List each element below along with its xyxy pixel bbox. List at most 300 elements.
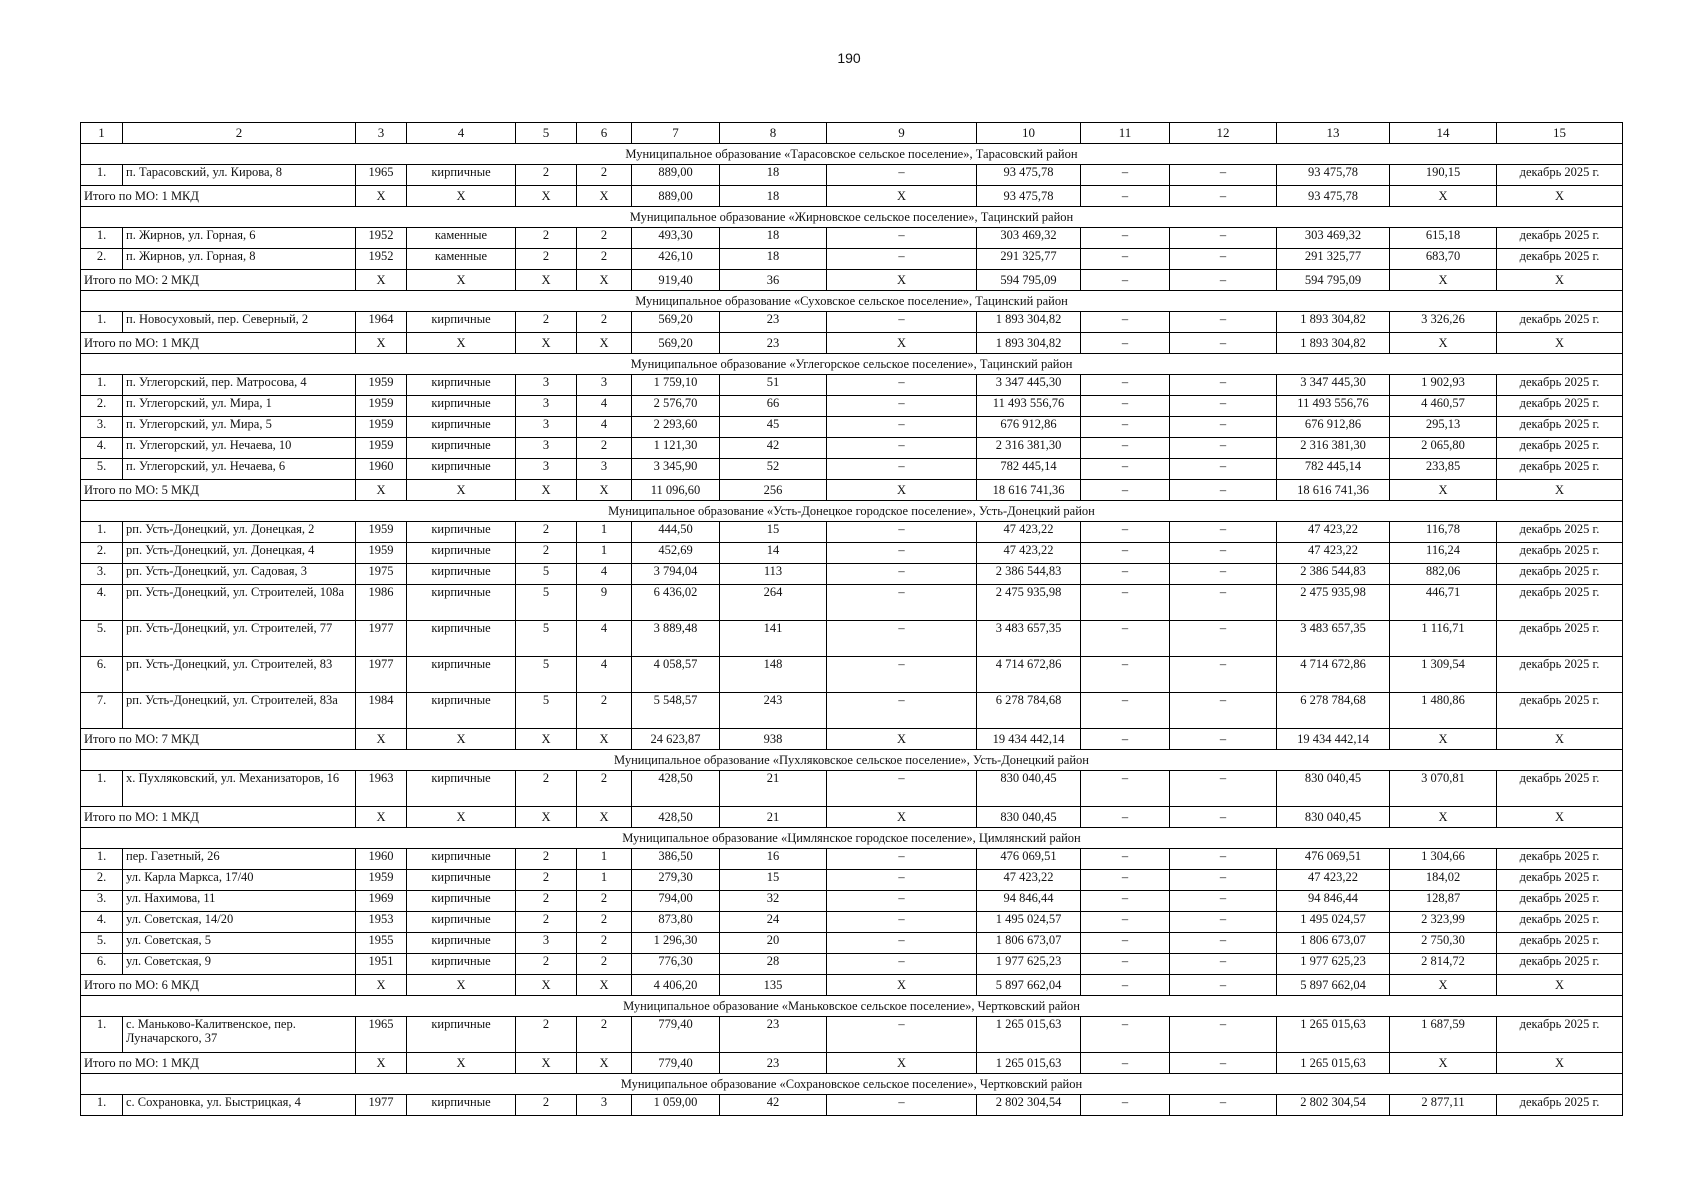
total-cell-c15: X [1497,186,1623,207]
total-cell-c10: 1 893 304,82 [977,333,1081,354]
total-cell-c4: X [407,480,516,501]
cell-c13: 476 069,51 [1277,849,1390,870]
column-number-row [81,123,1623,144]
municipality-header-row [81,828,1623,849]
building-row [81,438,1623,459]
cell-c13: 1 265 015,63 [1277,1017,1390,1053]
total-label: Итого по МО: 2 МКД [81,270,356,291]
cell-c9: – [827,312,977,333]
build-year: 1959 [356,375,407,396]
total-cell-c8: 18 [720,186,827,207]
total-cell-c13: 594 795,09 [1277,270,1390,291]
cell-c8: 18 [720,165,827,186]
cell-c8: 24 [720,912,827,933]
cell-c5: 2 [516,249,577,270]
build-year: 1964 [356,312,407,333]
cell-c5: 2 [516,522,577,543]
total-cell-c9: X [827,729,977,750]
wall-material: кирпичные [407,312,516,333]
cell-c14: 2 750,30 [1390,933,1497,954]
total-cell-c6: X [577,270,632,291]
cell-c9: – [827,912,977,933]
cell-c8: 18 [720,249,827,270]
total-cell-c9: X [827,1053,977,1074]
cell-c13: 11 493 556,76 [1277,396,1390,417]
cell-c15: декабрь 2025 г. [1497,621,1623,657]
total-cell-c3: X [356,807,407,828]
column-number: 15 [1497,123,1623,144]
cell-c12: – [1170,228,1277,249]
wall-material: каменные [407,228,516,249]
cell-c15: декабрь 2025 г. [1497,564,1623,585]
cell-c15: декабрь 2025 г. [1497,396,1623,417]
cell-c12: – [1170,693,1277,729]
column-number: 1 [81,123,123,144]
wall-material: кирпичные [407,585,516,621]
total-cell-c7: 889,00 [632,186,720,207]
cell-c5: 2 [516,312,577,333]
cell-c14: 2 323,99 [1390,912,1497,933]
total-cell-c15: X [1497,270,1623,291]
total-cell-c5: X [516,270,577,291]
total-cell-c3: X [356,333,407,354]
building-address: п. Углегорский, ул. Мира, 5 [123,417,356,438]
cell-c10: 94 846,44 [977,891,1081,912]
cell-c6: 2 [577,249,632,270]
municipality-total-row [81,333,1623,354]
total-cell-c7: 11 096,60 [632,480,720,501]
wall-material: кирпичные [407,870,516,891]
cell-c5: 5 [516,621,577,657]
building-address: рп. Усть-Донецкий, ул. Донецкая, 2 [123,522,356,543]
wall-material: каменные [407,249,516,270]
wall-material: кирпичные [407,891,516,912]
cell-c15: декабрь 2025 г. [1497,249,1623,270]
cell-c5: 2 [516,771,577,807]
total-cell-c4: X [407,729,516,750]
cell-c10: 1 265 015,63 [977,1017,1081,1053]
cell-c5: 3 [516,438,577,459]
building-address: ул. Нахимова, 11 [123,891,356,912]
building-address: п. Углегорский, ул. Мира, 1 [123,396,356,417]
total-cell-c3: X [356,270,407,291]
row-number: 3. [81,417,123,438]
cell-c15: декабрь 2025 г. [1497,543,1623,564]
total-cell-c13: 830 040,45 [1277,807,1390,828]
building-address: п. Новосуховый, пер. Северный, 2 [123,312,356,333]
cell-c13: 1 495 024,57 [1277,912,1390,933]
total-cell-c10: 93 475,78 [977,186,1081,207]
row-number: 1. [81,771,123,807]
cell-c12: – [1170,522,1277,543]
cell-c8: 23 [720,1017,827,1053]
cell-c12: – [1170,564,1277,585]
municipality-total-row [81,975,1623,996]
cell-c15: декабрь 2025 г. [1497,417,1623,438]
cell-c9: – [827,585,977,621]
cell-c13: 47 423,22 [1277,543,1390,564]
municipality-total-row [81,270,1623,291]
wall-material: кирпичные [407,1017,516,1053]
build-year: 1951 [356,954,407,975]
cell-c5: 2 [516,870,577,891]
cell-c13: 3 483 657,35 [1277,621,1390,657]
total-cell-c12: – [1170,729,1277,750]
cell-c11: – [1081,522,1170,543]
cell-c12: – [1170,954,1277,975]
cell-c6: 4 [577,621,632,657]
cell-c12: – [1170,771,1277,807]
municipality-header-row [81,354,1623,375]
total-cell-c13: 18 616 741,36 [1277,480,1390,501]
cell-c11: – [1081,1017,1170,1053]
total-cell-c15: X [1497,480,1623,501]
column-number: 7 [632,123,720,144]
cell-c15: декабрь 2025 г. [1497,912,1623,933]
cell-c5: 2 [516,228,577,249]
cell-c15: декабрь 2025 г. [1497,585,1623,621]
cell-c7: 1 059,00 [632,1095,720,1116]
cell-c14: 882,06 [1390,564,1497,585]
cell-c12: – [1170,459,1277,480]
building-row [81,771,1623,807]
cell-c5: 5 [516,564,577,585]
cell-c11: – [1081,438,1170,459]
cell-c9: – [827,459,977,480]
building-row [81,396,1623,417]
cell-c10: 1 806 673,07 [977,933,1081,954]
cell-c13: 3 347 445,30 [1277,375,1390,396]
municipality-header-row [81,144,1623,165]
cell-c12: – [1170,621,1277,657]
total-cell-c8: 36 [720,270,827,291]
total-cell-c12: – [1170,1053,1277,1074]
cell-c14: 3 326,26 [1390,312,1497,333]
total-cell-c6: X [577,480,632,501]
build-year: 1959 [356,522,407,543]
municipality-header-row [81,1074,1623,1095]
wall-material: кирпичные [407,438,516,459]
cell-c9: – [827,249,977,270]
row-number: 1. [81,165,123,186]
cell-c12: – [1170,657,1277,693]
column-number: 4 [407,123,516,144]
total-cell-c6: X [577,1053,632,1074]
cell-c15: декабрь 2025 г. [1497,375,1623,396]
housing-repair-table [80,122,1623,1116]
build-year: 1960 [356,849,407,870]
column-number: 11 [1081,123,1170,144]
cell-c7: 2 576,70 [632,396,720,417]
cell-c9: – [827,621,977,657]
cell-c12: – [1170,870,1277,891]
cell-c10: 47 423,22 [977,870,1081,891]
cell-c5: 3 [516,396,577,417]
total-cell-c5: X [516,975,577,996]
building-address: п. Жирнов, ул. Горная, 8 [123,249,356,270]
building-row [81,564,1623,585]
wall-material: кирпичные [407,771,516,807]
cell-c11: – [1081,396,1170,417]
cell-c8: 21 [720,771,827,807]
wall-material: кирпичные [407,849,516,870]
municipality-total-row [81,729,1623,750]
row-number: 1. [81,1095,123,1116]
total-label: Итого по МО: 1 МКД [81,333,356,354]
municipality-title: Муниципальное образование «Усть-Донецкое городское поселение», Усть-Донецкий район [81,501,1623,522]
build-year: 1959 [356,438,407,459]
total-cell-c8: 256 [720,480,827,501]
cell-c12: – [1170,438,1277,459]
building-row [81,543,1623,564]
row-number: 5. [81,933,123,954]
cell-c8: 42 [720,438,827,459]
cell-c9: – [827,693,977,729]
building-row [81,249,1623,270]
cell-c10: 4 714 672,86 [977,657,1081,693]
cell-c9: – [827,954,977,975]
cell-c7: 493,30 [632,228,720,249]
cell-c15: декабрь 2025 г. [1497,1017,1623,1053]
total-cell-c10: 1 265 015,63 [977,1053,1081,1074]
cell-c12: – [1170,249,1277,270]
cell-c11: – [1081,657,1170,693]
cell-c12: – [1170,1095,1277,1116]
cell-c12: – [1170,585,1277,621]
build-year: 1969 [356,891,407,912]
building-address: рп. Усть-Донецкий, ул. Строителей, 77 [123,621,356,657]
building-row [81,849,1623,870]
cell-c10: 1 893 304,82 [977,312,1081,333]
total-cell-c6: X [577,975,632,996]
total-cell-c13: 1 893 304,82 [1277,333,1390,354]
municipality-title: Муниципальное образование «Пухляковское сельское поселение», Усть-Донецкий район [81,750,1623,771]
build-year: 1960 [356,459,407,480]
cell-c15: декабрь 2025 г. [1497,771,1623,807]
cell-c13: 47 423,22 [1277,522,1390,543]
cell-c9: – [827,438,977,459]
cell-c11: – [1081,375,1170,396]
cell-c13: 676 912,86 [1277,417,1390,438]
build-year: 1965 [356,165,407,186]
total-cell-c8: 21 [720,807,827,828]
cell-c12: – [1170,891,1277,912]
cell-c13: 303 469,32 [1277,228,1390,249]
cell-c7: 4 058,57 [632,657,720,693]
cell-c15: декабрь 2025 г. [1497,693,1623,729]
cell-c13: 4 714 672,86 [1277,657,1390,693]
cell-c14: 1 687,59 [1390,1017,1497,1053]
total-cell-c9: X [827,807,977,828]
building-address: п. Углегорский, пер. Матросова, 4 [123,375,356,396]
cell-c14: 184,02 [1390,870,1497,891]
building-address: с. Сохрановка, ул. Быстрицкая, 4 [123,1095,356,1116]
building-address: х. Пухляковский, ул. Механизаторов, 16 [123,771,356,807]
column-number: 13 [1277,123,1390,144]
municipality-header-row [81,750,1623,771]
cell-c6: 2 [577,954,632,975]
cell-c13: 2 475 935,98 [1277,585,1390,621]
cell-c15: декабрь 2025 г. [1497,459,1623,480]
cell-c10: 11 493 556,76 [977,396,1081,417]
building-row [81,165,1623,186]
cell-c11: – [1081,912,1170,933]
cell-c6: 2 [577,933,632,954]
cell-c6: 3 [577,375,632,396]
total-cell-c10: 5 897 662,04 [977,975,1081,996]
total-cell-c3: X [356,480,407,501]
column-number: 9 [827,123,977,144]
cell-c12: – [1170,912,1277,933]
total-cell-c7: 4 406,20 [632,975,720,996]
cell-c5: 5 [516,585,577,621]
total-cell-c9: X [827,480,977,501]
build-year: 1977 [356,1095,407,1116]
total-cell-c11: – [1081,270,1170,291]
cell-c13: 6 278 784,68 [1277,693,1390,729]
cell-c9: – [827,933,977,954]
building-row [81,657,1623,693]
building-row [81,459,1623,480]
total-cell-c9: X [827,333,977,354]
cell-c10: 47 423,22 [977,522,1081,543]
cell-c14: 615,18 [1390,228,1497,249]
cell-c8: 16 [720,849,827,870]
cell-c9: – [827,771,977,807]
building-address: ул. Карла Маркса, 17/40 [123,870,356,891]
total-cell-c13: 1 265 015,63 [1277,1053,1390,1074]
wall-material: кирпичные [407,933,516,954]
cell-c11: – [1081,771,1170,807]
municipality-total-row [81,1053,1623,1074]
building-address: рп. Усть-Донецкий, ул. Садовая, 3 [123,564,356,585]
build-year: 1975 [356,564,407,585]
cell-c15: декабрь 2025 г. [1497,228,1623,249]
cell-c5: 2 [516,912,577,933]
cell-c9: – [827,1017,977,1053]
cell-c7: 779,40 [632,1017,720,1053]
cell-c15: декабрь 2025 г. [1497,1095,1623,1116]
cell-c9: – [827,396,977,417]
cell-c9: – [827,870,977,891]
build-year: 1959 [356,870,407,891]
cell-c9: – [827,228,977,249]
row-number: 7. [81,693,123,729]
cell-c7: 794,00 [632,891,720,912]
cell-c8: 148 [720,657,827,693]
row-number: 6. [81,657,123,693]
cell-c11: – [1081,891,1170,912]
building-address: п. Углегорский, ул. Нечаева, 6 [123,459,356,480]
total-cell-c13: 93 475,78 [1277,186,1390,207]
cell-c5: 3 [516,375,577,396]
build-year: 1977 [356,657,407,693]
cell-c6: 1 [577,870,632,891]
cell-c12: – [1170,312,1277,333]
building-address: с. Маньково-Калитвенское, пер. Луначарского, 37 [123,1017,356,1053]
total-label: Итого по МО: 7 МКД [81,729,356,750]
page-number: 190 [837,50,861,66]
build-year: 1952 [356,228,407,249]
building-row [81,912,1623,933]
total-cell-c11: – [1081,186,1170,207]
total-cell-c5: X [516,333,577,354]
cell-c11: – [1081,249,1170,270]
row-number: 5. [81,459,123,480]
total-cell-c5: X [516,480,577,501]
building-row [81,312,1623,333]
wall-material: кирпичные [407,912,516,933]
cell-c6: 2 [577,312,632,333]
municipality-title: Муниципальное образование «Жирновское сельское поселение», Тацинский район [81,207,1623,228]
total-label: Итого по МО: 1 МКД [81,186,356,207]
cell-c9: – [827,165,977,186]
cell-c6: 4 [577,417,632,438]
build-year: 1959 [356,396,407,417]
total-cell-c14: X [1390,975,1497,996]
total-cell-c10: 18 616 741,36 [977,480,1081,501]
cell-c11: – [1081,849,1170,870]
wall-material: кирпичные [407,657,516,693]
total-cell-c3: X [356,729,407,750]
cell-c11: – [1081,621,1170,657]
total-cell-c10: 594 795,09 [977,270,1081,291]
total-cell-c9: X [827,186,977,207]
cell-c15: декабрь 2025 г. [1497,954,1623,975]
row-number: 1. [81,1017,123,1053]
total-label: Итого по МО: 6 МКД [81,975,356,996]
cell-c11: – [1081,564,1170,585]
cell-c13: 1 893 304,82 [1277,312,1390,333]
cell-c7: 3 345,90 [632,459,720,480]
cell-c11: – [1081,933,1170,954]
total-cell-c7: 428,50 [632,807,720,828]
build-year: 1953 [356,912,407,933]
total-cell-c12: – [1170,807,1277,828]
total-cell-c6: X [577,807,632,828]
total-cell-c7: 569,20 [632,333,720,354]
cell-c7: 444,50 [632,522,720,543]
cell-c9: – [827,564,977,585]
cell-c6: 2 [577,1017,632,1053]
total-cell-c4: X [407,186,516,207]
build-year: 1955 [356,933,407,954]
cell-c11: – [1081,543,1170,564]
municipality-total-row [81,186,1623,207]
building-row [81,228,1623,249]
cell-c8: 14 [720,543,827,564]
total-label: Итого по МО: 1 МКД [81,1053,356,1074]
municipality-title: Муниципальное образование «Суховское сельское поселение», Тацинский район [81,291,1623,312]
total-cell-c3: X [356,1053,407,1074]
cell-c11: – [1081,417,1170,438]
cell-c14: 128,87 [1390,891,1497,912]
cell-c7: 452,69 [632,543,720,564]
cell-c13: 2 802 304,54 [1277,1095,1390,1116]
municipality-title: Муниципальное образование «Маньковское сельское поселение», Чертковский район [81,996,1623,1017]
wall-material: кирпичные [407,543,516,564]
wall-material: кирпичные [407,522,516,543]
cell-c6: 2 [577,228,632,249]
cell-c8: 28 [720,954,827,975]
total-cell-c6: X [577,333,632,354]
wall-material: кирпичные [407,564,516,585]
build-year: 1965 [356,1017,407,1053]
build-year: 1984 [356,693,407,729]
column-number: 5 [516,123,577,144]
building-row [81,417,1623,438]
cell-c10: 782 445,14 [977,459,1081,480]
